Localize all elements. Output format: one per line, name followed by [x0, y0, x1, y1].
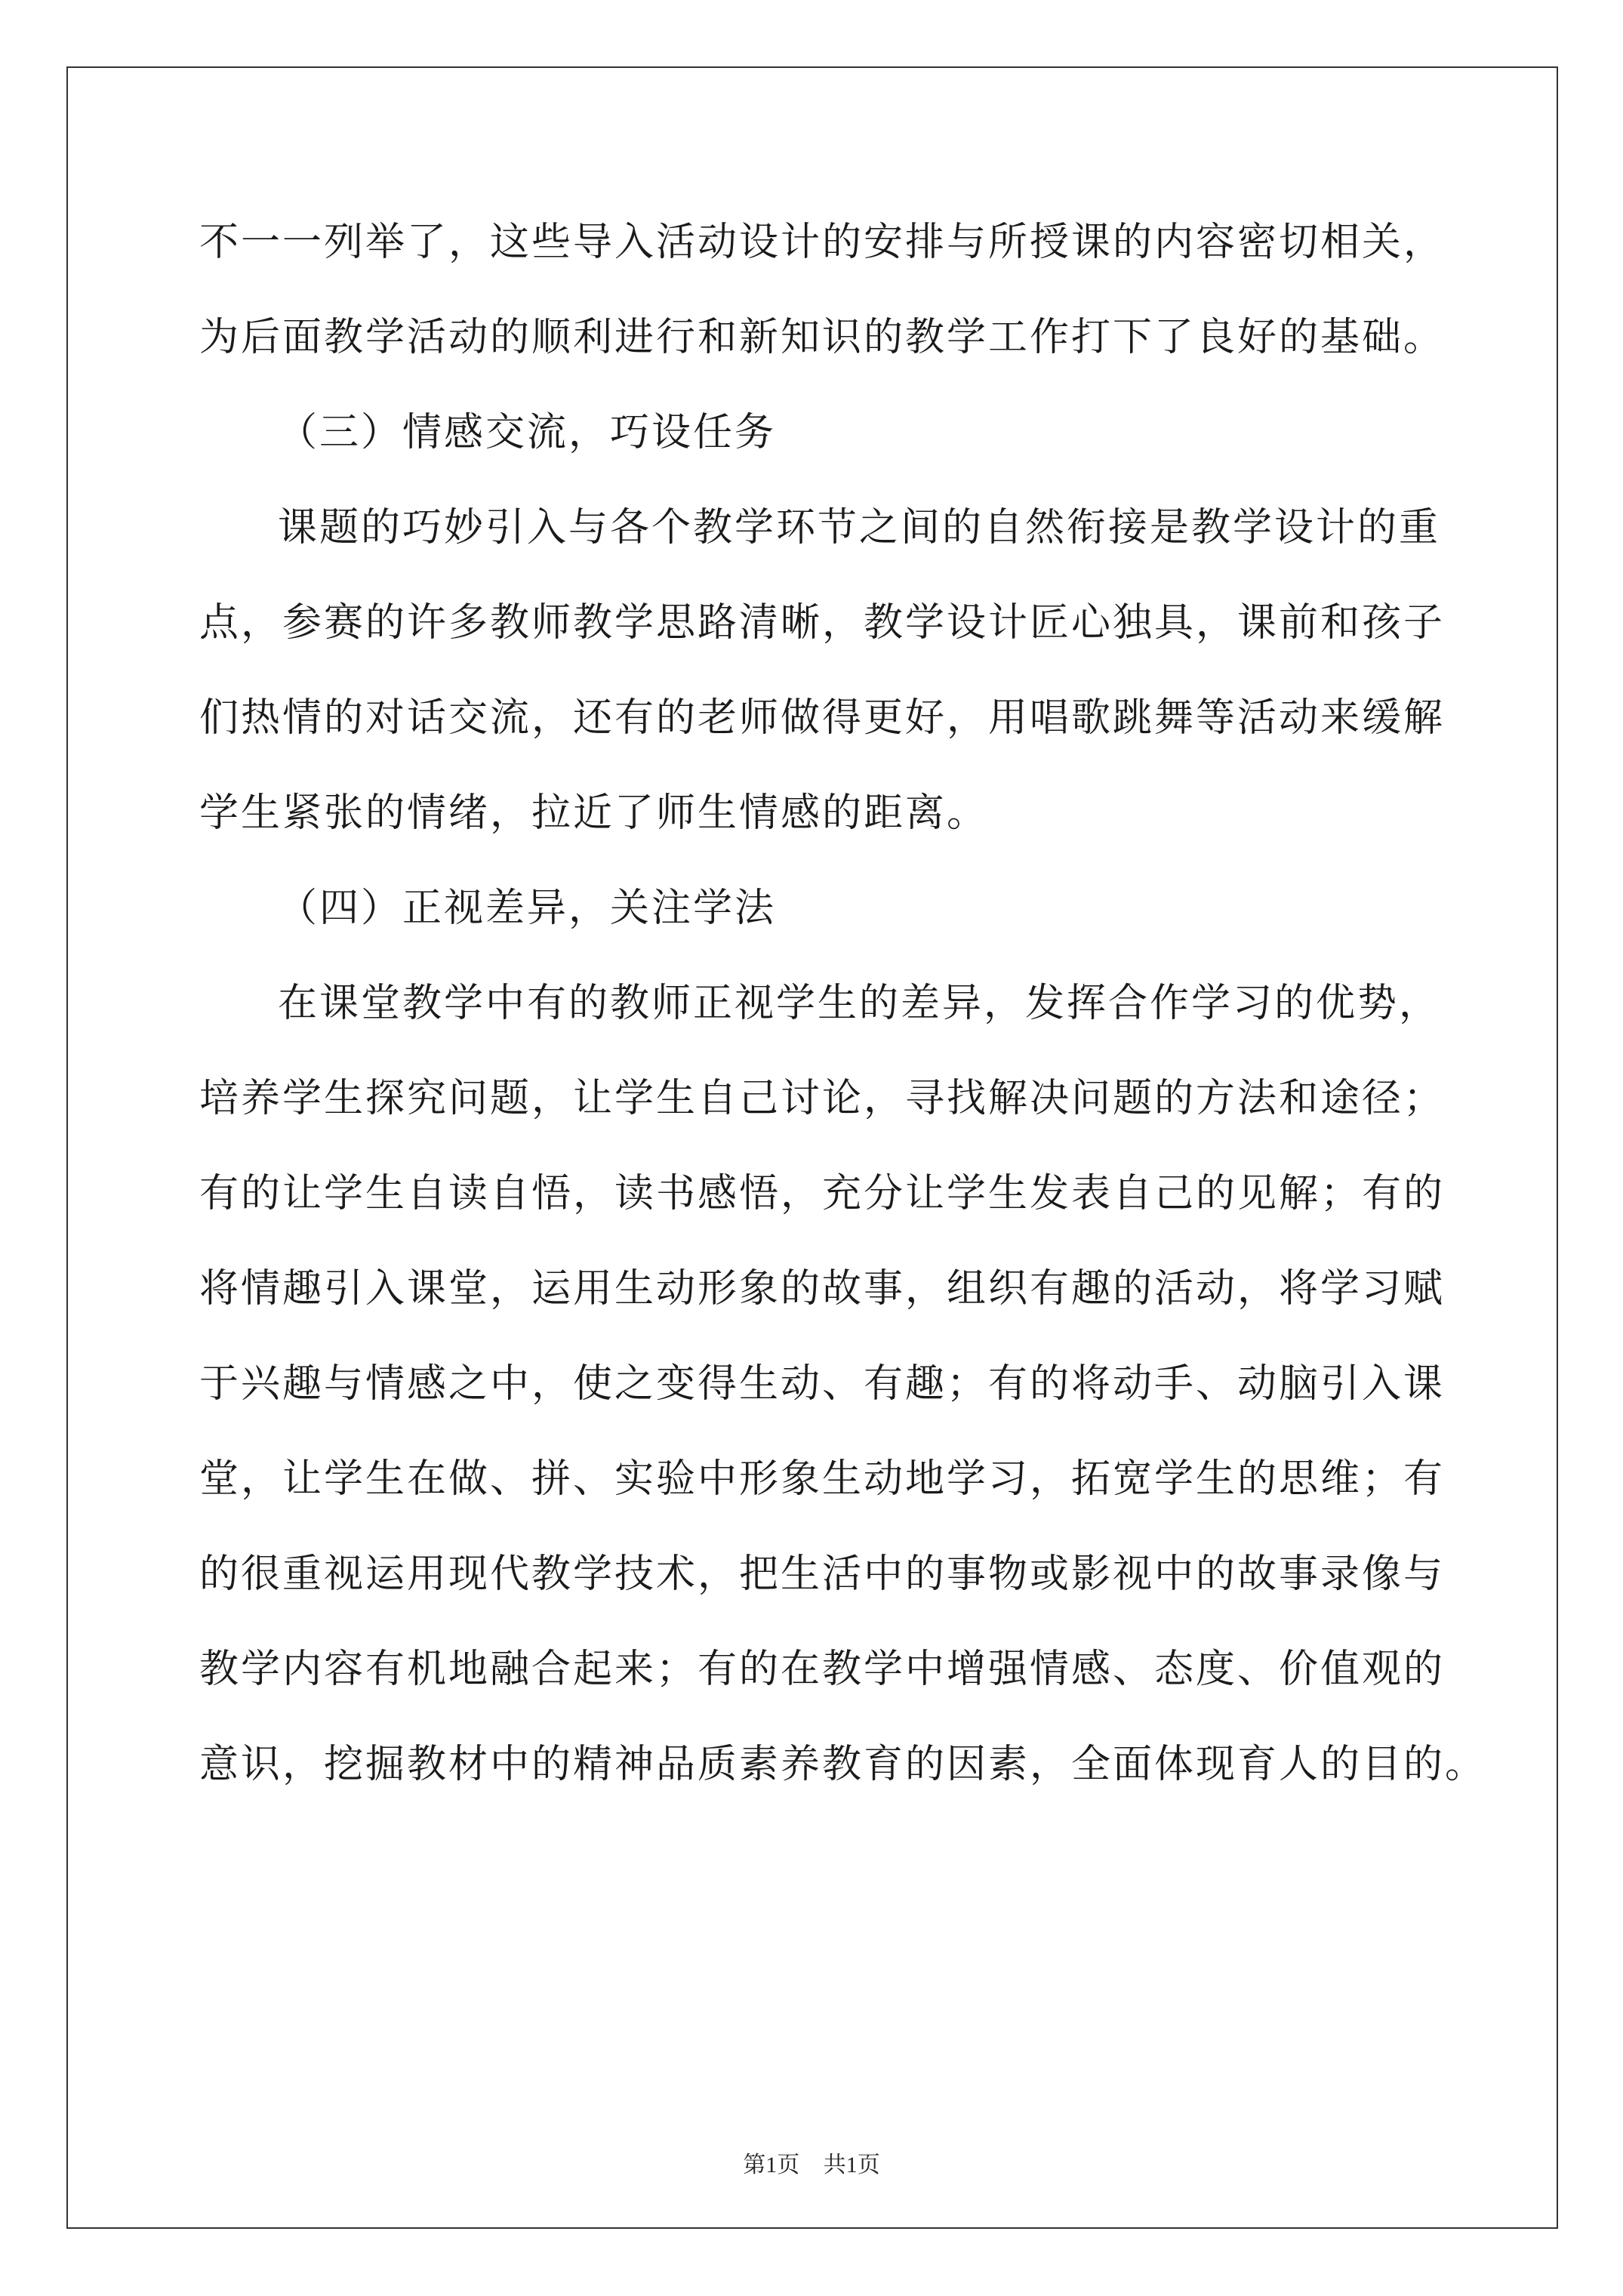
text-line-4: 课题的巧妙引入与各个教学环节之间的自然衔接是教学设计的重 — [278, 505, 1441, 550]
text-line-7: 学生紧张的情绪，拉近了师生情感的距离。 — [199, 791, 989, 836]
text-line-14: 堂，让学生在做、拼、实验中形象生动地学习，拓宽学生的思维；有 — [199, 1456, 1446, 1502]
text-line-10: 培养学生探究问题，让学生自己讨论，寻找解决问题的方法和途径； — [199, 1076, 1446, 1121]
section-heading-3: （三）情感交流，巧设任务 — [278, 410, 777, 455]
section-heading-4: （四）正视差异，关注学法 — [278, 886, 777, 931]
text-line-15: 的很重视运用现代教学技术，把生活中的事物或影视中的故事录像与 — [199, 1552, 1446, 1597]
text-line-12: 将情趣引入课堂，运用生动形象的故事，组织有趣的活动，将学习赋 — [199, 1266, 1446, 1311]
document-body — [199, 217, 1487, 1835]
text-line-17: 意识，挖掘教材中的精神品质素养教育的因素，全面体现育人的目的。 — [199, 1742, 1487, 1787]
text-line-9: 在课堂教学中有的教师正视学生的差异，发挥合作学习的优势， — [278, 981, 1441, 1026]
text-line-6: 们热情的对话交流，还有的老师做得更好，用唱歌跳舞等活动来缓解 — [199, 695, 1446, 741]
text-line-11: 有的让学生自读自悟，读书感悟，充分让学生发表自己的见解；有的 — [199, 1171, 1446, 1216]
page-footer — [0, 2146, 1623, 2179]
text-line-13: 于兴趣与情感之中，使之变得生动、有趣；有的将动手、动脑引入课 — [199, 1361, 1446, 1407]
text-line-2: 为后面教学活动的顺利进行和新知识的教学工作打下了良好的基础。 — [199, 315, 1446, 360]
page-number-total: 共1页 — [823, 2153, 880, 2177]
page-number-current: 第1页 — [743, 2153, 800, 2177]
text-line-5: 点，参赛的许多教师教学思路清晰，教学设计匠心独具，课前和孩子 — [199, 600, 1446, 646]
text-line-16: 教学内容有机地融合起来；有的在教学中增强情感、态度、价值观的 — [199, 1647, 1446, 1692]
text-line-1: 不一一列举了，这些导入活动设计的安排与所授课的内容密切相关， — [199, 220, 1446, 265]
